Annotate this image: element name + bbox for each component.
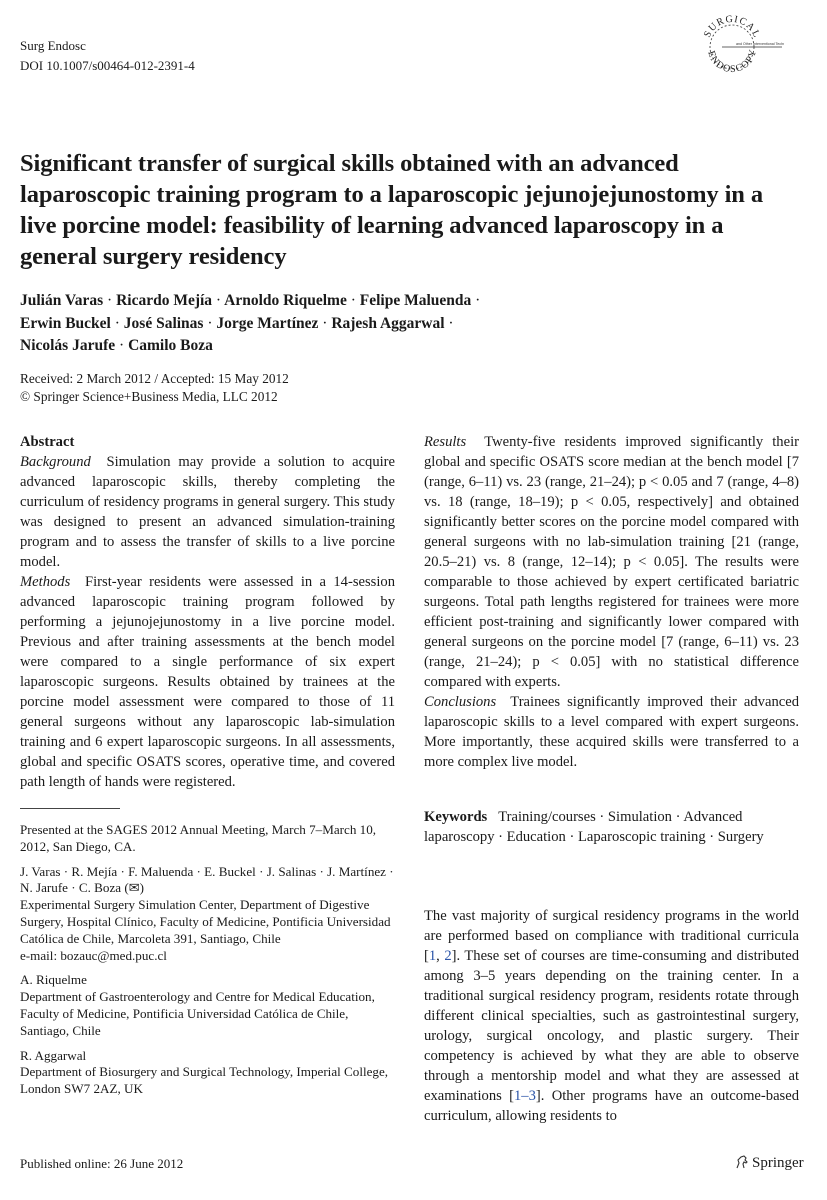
abstract-results xyxy=(424,432,799,692)
author[interactable]: Arnoldo Riquelme xyxy=(224,292,347,309)
author[interactable]: Camilo Boza xyxy=(128,337,213,354)
author-separator: · xyxy=(350,292,356,309)
affiliation-2-address: Department of Gastroenterology and Centre for Medical Education, Faculty of Medicine, Pontificia Universidad Católica de Chile, Santiago, Chile xyxy=(20,989,375,1038)
presented-note: Presented at the SAGES 2012 Annual Meeting, March 7–March 10, 2012, San Diego, CA. xyxy=(20,822,377,854)
keywords-label: Keywords xyxy=(424,809,488,825)
abstract-conclusions xyxy=(424,692,799,772)
intro-text-part: The vast majority of surgical residency programs in the world are performed based on compliance with traditional curricula [ xyxy=(424,908,799,964)
article-title: Significant transfer of surgical skills obtained with an advanced laparoscopic training program to a laparoscopic jejunojejunostomy in a live porcine model: feasibility of learning advanced laparoscopy in a general surgery residency xyxy=(20,150,763,270)
publisher-mark xyxy=(734,1154,804,1172)
author-separator: · xyxy=(107,292,113,309)
springer-horse-icon xyxy=(734,1154,750,1170)
abstract-background xyxy=(20,452,395,572)
abstract-left-column xyxy=(20,432,395,792)
intro-text-part: ]. Other programs have an outcome-based curriculum, allowing residents to xyxy=(424,1088,799,1124)
author[interactable]: Felipe Maluenda xyxy=(359,292,472,309)
corresponding-email[interactable]: e-mail: bozauc@med.puc.cl xyxy=(20,947,167,963)
surgical-endoscopy-logo xyxy=(694,8,784,80)
affiliation-1-names: J. Varas · R. Mejía · F. Maluenda · E. Buckel · J. Salinas · J. Martínez · N. Jarufe · C. Boza (✉) xyxy=(20,863,394,896)
author[interactable]: Ricardo Mejía xyxy=(116,292,213,309)
copyright: © Springer Science+Business Media, LLC 2012 xyxy=(20,388,278,404)
affiliation-1-address: Experimental Surgery Simulation Center, Department of Digestive Surgery, Hospital Clínico, Faculty of Medicine, Pontificia Universidad Católica de Chile, Marcoleta 391, Santiago, Chile xyxy=(20,897,391,946)
footnote-divider xyxy=(20,808,120,809)
affiliation-2-name: A. Riquelme xyxy=(20,972,87,988)
footnotes xyxy=(20,822,400,1106)
received-accepted: Received: 2 March 2012 / Accepted: 15 May 2012 xyxy=(20,371,289,386)
citation-link[interactable]: 1–3 xyxy=(514,1088,536,1104)
abstract-right-column xyxy=(424,432,799,772)
intro-text-part: , xyxy=(436,948,445,964)
article-dates xyxy=(20,370,289,405)
author[interactable]: José Salinas xyxy=(123,314,204,332)
author-separator: · xyxy=(322,314,328,332)
publisher-name: Springer xyxy=(752,1155,804,1171)
svg-text:ENDOSCOPY xyxy=(705,48,759,75)
author[interactable]: Erwin Buckel xyxy=(20,314,111,332)
results-label: Results xyxy=(424,434,467,450)
affiliation-3 xyxy=(20,1048,400,1098)
author[interactable]: Julián Varas xyxy=(20,292,104,309)
journal-name: Surg Endosc xyxy=(20,38,86,53)
author-separator: · xyxy=(207,314,213,332)
author-separator: · xyxy=(119,337,125,354)
affiliation-3-name: R. Aggarwal xyxy=(20,1047,87,1063)
logo-top-text: SURGICAL xyxy=(701,13,763,41)
methods-label: Methods xyxy=(20,574,71,590)
doi: DOI 10.1007/s00464-012-2391-4 xyxy=(20,58,195,73)
journal-header xyxy=(20,36,195,76)
svg-text:SURGICAL xyxy=(702,14,762,40)
abstract-methods xyxy=(20,572,395,792)
introduction-text xyxy=(424,906,799,1126)
author[interactable]: Rajesh Aggarwal xyxy=(331,314,445,332)
logo-bottom-text: ENDOSCOPY xyxy=(705,47,760,76)
logo-graphic xyxy=(694,8,784,80)
author-list xyxy=(20,290,780,358)
affiliation-2 xyxy=(20,972,400,1039)
background-label: Background xyxy=(20,454,91,470)
conclusions-label: Conclusions xyxy=(424,694,497,710)
affiliation-1 xyxy=(20,864,400,965)
author-separator: · xyxy=(215,292,222,309)
logo-tagline: and Other Interventional Tech xyxy=(736,42,784,46)
methods-text: First-year residents were assessed in a 14-session advanced laparoscopic training program followed by performing a jejunojejunostomy in a live porcine model. Previous and after training assessments at the bench model were compared to a single performance of six expert laparoscopic surgeons. Results obtained by trainees at the porcine model assessment were compared to those of 11 general surgeons without any laparoscopic lab-simulation training and 6 expert laparoscopic surgeons. In all assessments, global and specific OSATS scores, operative time, and covered path length of hands were registered. xyxy=(20,574,395,790)
keywords xyxy=(424,807,799,847)
author-separator: · xyxy=(475,292,481,309)
citation-link[interactable]: 1 xyxy=(428,948,437,964)
author-separator: · xyxy=(448,314,454,332)
published-date: Published online: 26 June 2012 xyxy=(20,1156,184,1171)
results-text: Twenty-five residents improved significantly their global and specific OSATS score median at the bench model [7 (range, 6–11) vs. 23 (range, 21–24); p < 0.05 and 7 (range, 4–8) vs. 18 (range, 18–19); p < 0.05, respectively] and obtained significantly better scores on the porcine model compared with general surgeons with no lab-simulation training [21 (range, 20.5–21) vs. 8 (range, 12–14); p < 0.05]. The results were comparable to those achieved by expert certificated bariatric surgeons. Total path lengths registered for trainees were more efficient post-training and significantly lower compared with general surgeons on the porcine model [7 (range, 6–11) vs. 23 (range, 21–24); p < 0.05] with no statistical difference compared with experts. xyxy=(424,434,799,690)
citation-link[interactable]: 2 xyxy=(444,948,452,964)
abstract-heading: Abstract xyxy=(20,434,75,450)
intro-text-part: ]. These set of courses are time-consuming and distributed among 3–5 years depending on the training center. In a traditional surgical residency program, residents rotate through different clinical specialties, such as gastrointestinal surgery, urology, surgical oncology, and plastic surgery. Their competency is achieved by what they are able to observe through a mentorship model and what they are assessed at examinations [ xyxy=(424,948,799,1104)
conclusions-text: Trainees significantly improved their advanced laparoscopic skills to a level compared with expert surgeons. More importantly, these acquired skills were transferred to a more complex live model. xyxy=(424,694,799,770)
author[interactable]: Jorge Martínez xyxy=(216,314,319,332)
background-text: Simulation may provide a solution to acquire advanced laparoscopic skills, thereby completing the curriculum of residency programs in general surgery. This study was designed to present an advanced simulation-training program and to assess the transfer of skills to a live porcine model. xyxy=(20,454,396,570)
keywords-text: Training/courses · Simulation · Advanced laparoscopy · Education · Laparoscopic training · Surgery xyxy=(424,809,764,845)
author[interactable]: Nicolás Jarufe xyxy=(20,337,116,354)
author-separator: · xyxy=(114,314,120,332)
affiliation-3-address: Department of Biosurgery and Surgical Technology, Imperial College, London SW7 2AZ, UK xyxy=(20,1064,389,1097)
